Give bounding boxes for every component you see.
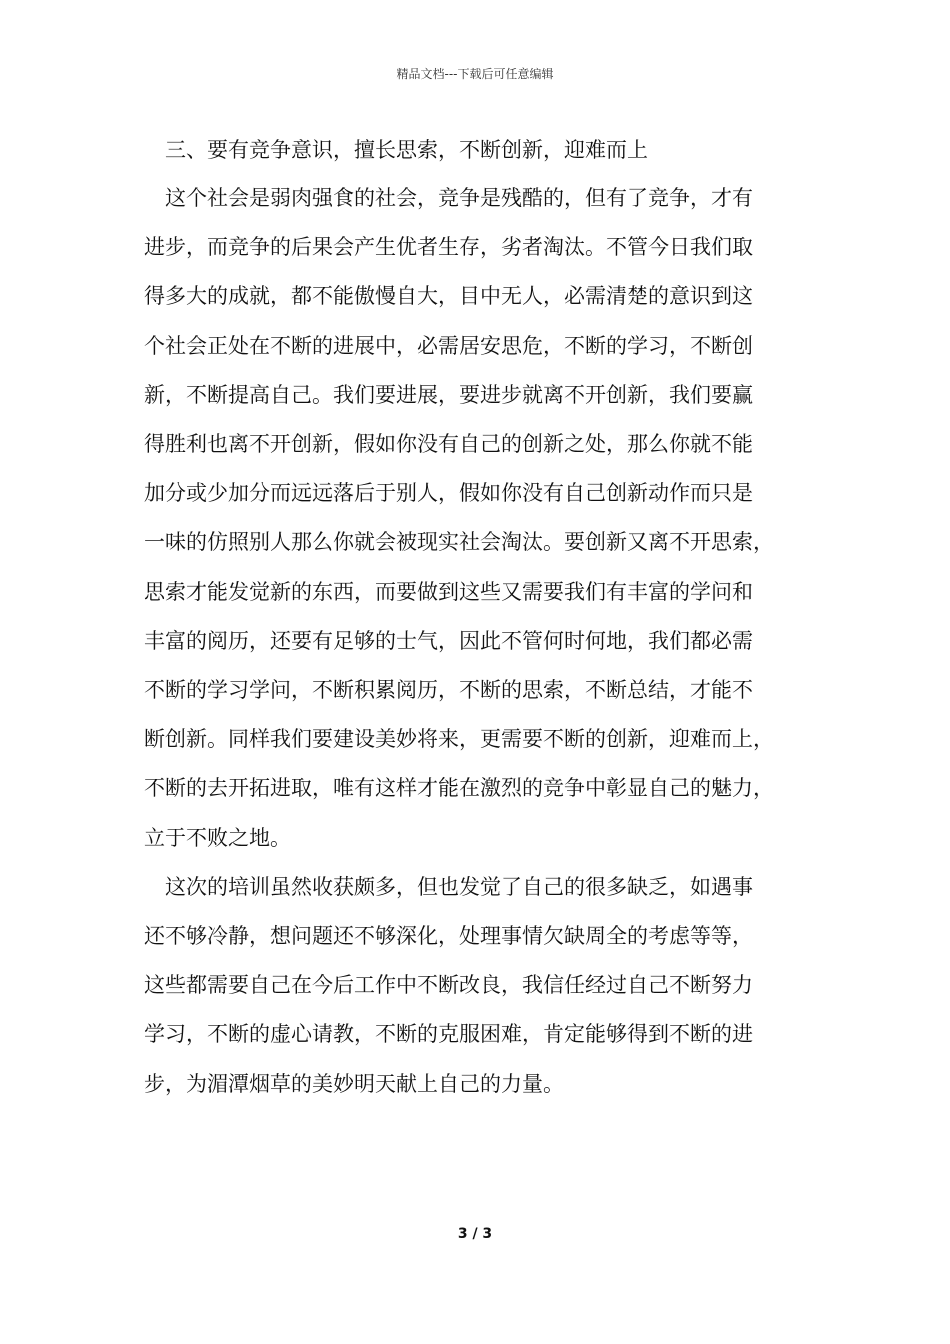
paragraph-line: 不断的学习学问，不断积累阅历，不断的思索，不断总结，才能不: [144, 678, 753, 703]
paragraph-line: 得胜利也离不开创新，假如你没有自己的创新之处，那么你就不能: [144, 432, 753, 457]
page-header: 精品文档---下载后可任意编辑: [396, 67, 554, 81]
paragraph-line: 得多大的成就，都不能傲慢自大，目中无人，必需清楚的意识到这: [144, 284, 753, 309]
paragraph-line: 新，不断提高自己。我们要进展，要进步就离不开创新，我们要赢: [144, 382, 753, 407]
document-body: [144, 126, 810, 1109]
page-number: 3 / 3: [457, 1226, 493, 1242]
paragraph-line: 这些都需要自己在今后工作中不断改良，我信任经过自己不断努力: [144, 973, 753, 998]
section-heading: 三、要有竞争意识，擅长思索，不断创新，迎难而上: [165, 138, 648, 162]
paragraph-line: 学习，不断的虚心请教，不断的克服困难，肯定能够得到不断的进: [144, 1022, 753, 1047]
paragraph-line: 这次的培训虽然收获颇多，但也发觉了自己的很多缺乏，如遇事: [165, 874, 753, 899]
paragraph-line: 断创新。同样我们要建设美妙将来，更需要不断的创新，迎难而上，: [144, 727, 774, 752]
paragraph-line: 思索才能发觉新的东西，而要做到这些又需要我们有丰富的学问和: [144, 579, 753, 604]
paragraph-line: 步，为湄潭烟草的美妙明天献上自己的力量。: [144, 1071, 564, 1096]
paragraph-line: 不断的去开拓进取，唯有这样才能在激烈的竞争中彰显自己的魅力，: [144, 776, 774, 801]
paragraph-line: 进步，而竞争的后果会产生优者生存，劣者淘汰。不管今日我们取: [144, 235, 753, 260]
paragraph-line: 立于不败之地。: [144, 825, 291, 850]
paragraph-line: 个社会正处在不断的进展中，必需居安思危，不断的学习，不断创: [144, 333, 753, 358]
paragraph-line: 一味的仿照别人那么你就会被现实社会淘汰。要创新又离不开思索，: [144, 530, 774, 555]
paragraph-line: 还不够冷静，想问题还不够深化，处理事情欠缺周全的考虑等等，: [144, 924, 753, 949]
paragraph-1: [144, 174, 810, 863]
paragraph-line: 加分或少加分而远远落后于别人，假如你没有自己创新动作而只是: [144, 481, 753, 506]
paragraph-2: [144, 863, 810, 1109]
paragraph-line: 丰富的阅历，还要有足够的士气，因此不管何时何地，我们都必需: [144, 628, 753, 653]
paragraph-line: 这个社会是弱肉强食的社会，竞争是残酷的，但有了竞争，才有: [165, 186, 753, 210]
